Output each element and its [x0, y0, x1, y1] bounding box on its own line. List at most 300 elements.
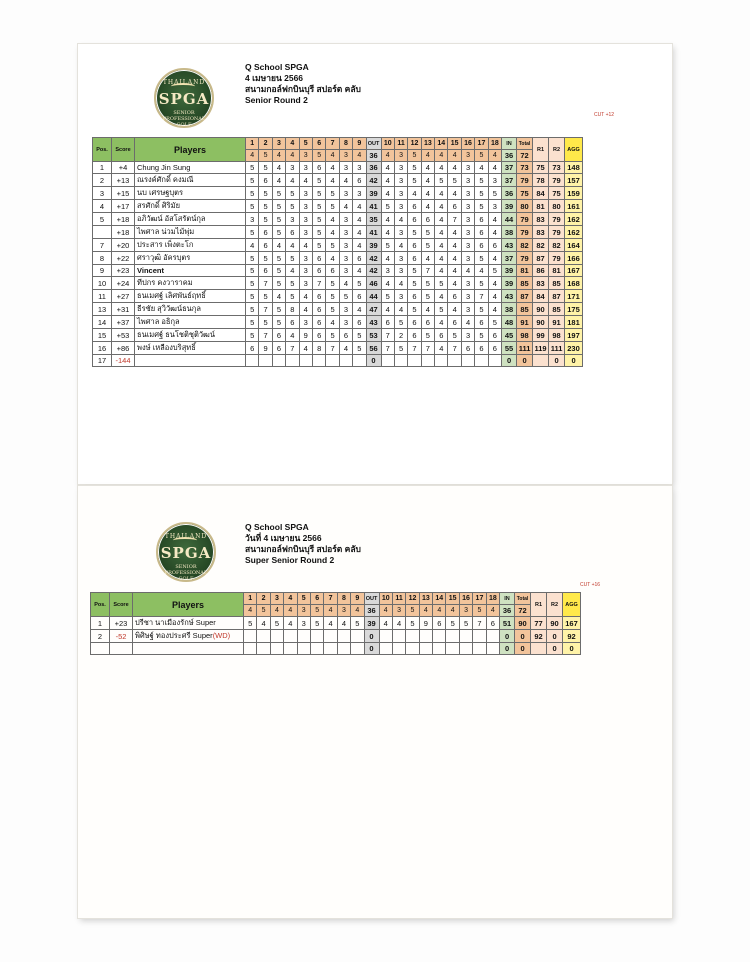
in-score: 38 — [502, 303, 517, 316]
in-score: 51 — [500, 617, 515, 630]
score-cell: -52 — [110, 630, 133, 643]
hole-score: 6 — [272, 342, 285, 355]
withdrawn-badge: (WD) — [212, 631, 231, 640]
hole-score: 4 — [272, 174, 285, 187]
hole-score: 5 — [421, 239, 434, 252]
hole-score: 4 — [421, 252, 434, 265]
course-name: สนามกอล์ฟกบินบุรี สปอร์ต คลับ — [245, 84, 361, 94]
round2-score: 79 — [549, 174, 565, 187]
hole-score: 6 — [286, 226, 299, 239]
hole-number: 16 — [461, 138, 474, 150]
in-score: 36 — [502, 187, 517, 200]
hole-number: 11 — [392, 593, 405, 605]
hole-score: 4 — [488, 213, 501, 226]
round2-score: 73 — [549, 162, 565, 174]
hole-score: 5 — [326, 200, 339, 213]
hole-number: 2 — [257, 593, 270, 605]
total-score: 98 — [517, 329, 533, 342]
hole-score: 5 — [459, 617, 472, 630]
hole-score: 5 — [421, 290, 434, 303]
round2-score: 0 — [547, 643, 563, 655]
round1-score: 78 — [533, 174, 549, 187]
hole-score: 4 — [326, 174, 339, 187]
hole-score: 4 — [353, 226, 366, 239]
hole-score: 4 — [435, 226, 448, 239]
player-name: Chung Jin Sung — [137, 163, 191, 172]
hole-score: 6 — [353, 290, 366, 303]
header-text-block — [245, 62, 361, 106]
round2-score: 91 — [549, 316, 565, 329]
hole-number: 5 — [299, 138, 312, 150]
hole-score: 7 — [448, 342, 461, 355]
hole-score: 4 — [246, 239, 259, 252]
hole-score: 7 — [286, 342, 299, 355]
score-header: Score — [110, 593, 133, 617]
score-cell: +53 — [112, 329, 135, 342]
hole-score: 5 — [286, 187, 299, 200]
round1-score: 83 — [533, 277, 549, 290]
par-value: 4 — [284, 605, 297, 617]
hole-score: 6 — [259, 226, 272, 239]
player-name: ไพศาล อธิกุล — [137, 317, 180, 326]
hole-score: 4 — [381, 303, 394, 316]
hole-score — [486, 630, 499, 643]
hole-score: 5 — [272, 213, 285, 226]
hole-score: 3 — [299, 213, 312, 226]
hole-score: 3 — [394, 200, 407, 213]
hole-number: 1 — [246, 138, 259, 150]
hole-score: 3 — [461, 329, 474, 342]
hole-score: 5 — [448, 174, 461, 187]
hole-number: 8 — [337, 593, 350, 605]
player-name-cell — [135, 200, 246, 213]
position-cell: 14 — [93, 316, 112, 329]
hole-score — [392, 630, 405, 643]
hole-score: 3 — [299, 162, 312, 174]
position-cell: 2 — [93, 174, 112, 187]
hole-score: 5 — [326, 239, 339, 252]
hole-score: 4 — [379, 617, 392, 630]
hole-score: 4 — [475, 265, 488, 277]
hole-score: 3 — [461, 277, 474, 290]
hole-number: 3 — [270, 593, 283, 605]
out-header: OUT — [364, 593, 379, 605]
hole-score — [461, 355, 474, 367]
hole-score: 4 — [435, 265, 448, 277]
super-senior-score-table — [90, 592, 581, 655]
in-score: 43 — [502, 239, 517, 252]
pos-header: Pos. — [91, 593, 110, 617]
hole-score: 4 — [488, 252, 501, 265]
hole-score: 4 — [435, 252, 448, 265]
hole-score: 3 — [246, 213, 259, 226]
out-score: 42 — [366, 174, 381, 187]
hole-score: 3 — [299, 265, 312, 277]
hole-score: 4 — [392, 617, 405, 630]
hole-score — [246, 355, 259, 367]
par-value: 4 — [488, 150, 501, 162]
round1-score: 84 — [533, 187, 549, 200]
hole-score — [284, 643, 297, 655]
hole-score: 7 — [259, 277, 272, 290]
hole-score: 6 — [246, 342, 259, 355]
hole-score — [408, 355, 421, 367]
spga-logo — [156, 522, 216, 582]
player-name: ธีรชัย สุวิวัฒน์ธนกุล — [137, 304, 201, 313]
player-name: ปรีชา นาเมืองรักษ์ Super — [135, 618, 216, 627]
hole-score: 3 — [394, 174, 407, 187]
in-header: IN — [502, 138, 517, 150]
hole-score: 5 — [475, 303, 488, 316]
hole-score: 5 — [259, 316, 272, 329]
hole-score: 5 — [286, 290, 299, 303]
hole-score — [257, 630, 270, 643]
hole-score: 5 — [381, 200, 394, 213]
hole-score: 8 — [286, 303, 299, 316]
cut-line-label: CUT +16 — [580, 582, 601, 588]
hole-number: 7 — [324, 593, 337, 605]
hole-score: 6 — [461, 342, 474, 355]
hole-score: 4 — [381, 213, 394, 226]
course-name: สนามกอล์ฟกบินบุรี สปอร์ต คลับ — [245, 544, 361, 554]
player-name-cell — [133, 630, 244, 643]
hole-number: 10 — [379, 593, 392, 605]
hole-score: 5 — [246, 290, 259, 303]
hole-score: 4 — [324, 617, 337, 630]
round1-score: 83 — [533, 213, 549, 226]
par-value: 4 — [446, 605, 459, 617]
player-name-cell — [135, 355, 246, 367]
hole-score — [270, 630, 283, 643]
par-out: 36 — [366, 150, 381, 162]
hole-score: 7 — [408, 342, 421, 355]
hole-score: 6 — [353, 174, 366, 187]
player-name: พิศิษฐ์ ทองประศรี Super — [135, 631, 213, 640]
r2-header: R2 — [549, 138, 565, 162]
par-value: 5 — [406, 605, 419, 617]
par-value: 4 — [381, 150, 394, 162]
total-header: Total — [517, 138, 533, 150]
hole-score: 6 — [475, 342, 488, 355]
position-cell: 16 — [93, 342, 112, 355]
round1-score: 82 — [533, 239, 549, 252]
hole-score: 6 — [408, 252, 421, 265]
event-date: วันที่ 4 เมษายน 2566 — [245, 533, 322, 543]
player-row — [93, 239, 583, 252]
hole-score — [351, 630, 364, 643]
player-name: ทีปกร คงวาราคม — [137, 278, 193, 287]
par-value: 3 — [392, 605, 405, 617]
hole-score: 4 — [299, 174, 312, 187]
position-cell: 3 — [93, 187, 112, 200]
player-row — [93, 174, 583, 187]
aggregate-score: 162 — [565, 226, 583, 239]
hole-score: 5 — [408, 174, 421, 187]
hole-score — [448, 355, 461, 367]
hole-score: 4 — [339, 342, 352, 355]
hole-score: 6 — [408, 213, 421, 226]
spga-logo — [154, 68, 214, 128]
player-row — [93, 200, 583, 213]
aggregate-score: 162 — [565, 213, 583, 226]
r1-header: R1 — [531, 593, 547, 617]
hole-score: 4 — [475, 162, 488, 174]
hole-number: 8 — [339, 138, 352, 150]
hole-score: 5 — [270, 617, 283, 630]
hole-score: 4 — [448, 252, 461, 265]
out-score: 36 — [366, 162, 381, 174]
hole-score: 4 — [272, 162, 285, 174]
hole-number: 11 — [394, 138, 407, 150]
hole-score: 4 — [421, 303, 434, 316]
out-score: 46 — [366, 277, 381, 290]
aggregate-score: 164 — [565, 239, 583, 252]
hole-score: 3 — [381, 265, 394, 277]
in-score: 37 — [502, 162, 517, 174]
hole-number: 16 — [459, 593, 472, 605]
hole-score: 3 — [461, 226, 474, 239]
hole-score: 4 — [488, 226, 501, 239]
hole-number-row — [91, 593, 581, 605]
hole-score: 3 — [461, 303, 474, 316]
hole-score: 6 — [408, 239, 421, 252]
hole-score — [486, 643, 499, 655]
par-value: 4 — [419, 605, 432, 617]
hole-number: 7 — [326, 138, 339, 150]
score-cell: +18 — [112, 213, 135, 226]
score-cell: +23 — [110, 617, 133, 630]
par-value: 5 — [408, 150, 421, 162]
par-value: 4 — [246, 150, 259, 162]
hole-score: 4 — [381, 252, 394, 265]
round1-score: 87 — [533, 252, 549, 265]
score-cell: +31 — [112, 303, 135, 316]
hole-score: 4 — [408, 187, 421, 200]
score-cell: +13 — [112, 174, 135, 187]
aggregate-score: 197 — [565, 329, 583, 342]
hole-score: 5 — [310, 617, 323, 630]
hole-score: 4 — [448, 162, 461, 174]
logo-swoosh-icon — [171, 83, 195, 90]
hole-score: 5 — [286, 252, 299, 265]
player-row — [91, 617, 581, 630]
round1-score: 90 — [533, 316, 549, 329]
hole-score: 4 — [339, 200, 352, 213]
hole-score: 4 — [394, 213, 407, 226]
player-row — [93, 252, 583, 265]
hole-score: 6 — [353, 316, 366, 329]
player-name: สรศักดิ์ ศิริมัย — [137, 201, 180, 210]
logo-top-text: THAILAND — [162, 79, 206, 86]
par-value: 5 — [257, 605, 270, 617]
hole-score: 4 — [286, 265, 299, 277]
total-score: 0 — [515, 630, 531, 643]
position-cell: 1 — [91, 617, 110, 630]
player-row — [93, 277, 583, 290]
in-score: 39 — [502, 200, 517, 213]
total-score: 0 — [517, 355, 533, 367]
round2-score: 79 — [549, 226, 565, 239]
par-value: 5 — [312, 150, 325, 162]
score-cell: +4 — [112, 162, 135, 174]
logo-top-text: THAILAND — [164, 533, 208, 540]
hole-score: 5 — [272, 252, 285, 265]
total-score: 80 — [517, 200, 533, 213]
agg-header: AGG — [563, 593, 581, 617]
hole-score — [421, 355, 434, 367]
par-value: 4 — [435, 150, 448, 162]
hole-score: 5 — [246, 187, 259, 200]
out-score: 44 — [366, 290, 381, 303]
par-out: 36 — [364, 605, 379, 617]
hole-score: 4 — [488, 162, 501, 174]
total-score: 111 — [517, 342, 533, 355]
hole-score: 5 — [435, 174, 448, 187]
hole-score — [459, 643, 472, 655]
hole-score: 3 — [299, 316, 312, 329]
player-row — [93, 213, 583, 226]
total-score: 85 — [517, 303, 533, 316]
player-row — [91, 643, 581, 655]
hole-score: 5 — [326, 329, 339, 342]
round1-score: 75 — [533, 162, 549, 174]
hole-score — [406, 643, 419, 655]
par-value: 4 — [421, 150, 434, 162]
hole-number: 14 — [433, 593, 446, 605]
total-score: 73 — [517, 162, 533, 174]
logo-main-text: SPGA — [160, 544, 212, 562]
hole-score: 5 — [326, 187, 339, 200]
hole-score: 4 — [272, 290, 285, 303]
hole-score: 3 — [339, 187, 352, 200]
aggregate-score: 168 — [565, 277, 583, 290]
hole-score: 5 — [435, 277, 448, 290]
out-score: 0 — [366, 355, 381, 367]
par-value: 4 — [351, 605, 364, 617]
in-score: 0 — [502, 355, 517, 367]
hole-score: 6 — [312, 265, 325, 277]
hole-score — [475, 355, 488, 367]
hole-score: 5 — [408, 265, 421, 277]
out-score: 39 — [366, 239, 381, 252]
hole-score: 5 — [246, 162, 259, 174]
hole-score: 3 — [299, 200, 312, 213]
position-cell: 8 — [93, 252, 112, 265]
hole-score: 6 — [448, 200, 461, 213]
hole-score: 4 — [381, 174, 394, 187]
hole-score: 6 — [312, 162, 325, 174]
hole-score: 4 — [339, 277, 352, 290]
hole-score: 4 — [421, 200, 434, 213]
player-row — [91, 630, 581, 643]
position-cell: 9 — [93, 265, 112, 277]
hole-score: 4 — [381, 187, 394, 200]
player-row — [93, 355, 583, 367]
player-name-cell — [133, 617, 244, 630]
aggregate-score: 157 — [565, 174, 583, 187]
position-cell: 4 — [93, 200, 112, 213]
hole-number: 18 — [486, 593, 499, 605]
hole-score: 4 — [448, 239, 461, 252]
position-cell: 11 — [93, 290, 112, 303]
hole-score: 5 — [312, 200, 325, 213]
round2-score: 0 — [547, 630, 563, 643]
hole-score: 3 — [339, 252, 352, 265]
hole-score: 4 — [381, 162, 394, 174]
par-value: 4 — [326, 150, 339, 162]
hole-number: 6 — [310, 593, 323, 605]
total-score: 82 — [517, 239, 533, 252]
hole-score: 4 — [299, 342, 312, 355]
hole-score: 4 — [286, 329, 299, 342]
round1-score: 90 — [533, 303, 549, 316]
score-cell: +24 — [112, 277, 135, 290]
hole-score: 5 — [272, 277, 285, 290]
par-value: 4 — [353, 150, 366, 162]
hole-score: 4 — [461, 265, 474, 277]
hole-score: 3 — [394, 252, 407, 265]
hole-score: 5 — [421, 329, 434, 342]
hole-score: 3 — [394, 162, 407, 174]
hole-score — [488, 355, 501, 367]
hole-score: 5 — [406, 617, 419, 630]
par-value: 3 — [394, 150, 407, 162]
hole-number: 15 — [446, 593, 459, 605]
hole-score — [379, 630, 392, 643]
hole-score — [446, 643, 459, 655]
player-row — [93, 162, 583, 174]
hole-score: 2 — [394, 329, 407, 342]
hole-score: 5 — [475, 200, 488, 213]
hole-score: 5 — [421, 277, 434, 290]
hole-score — [433, 630, 446, 643]
position-cell: 15 — [93, 329, 112, 342]
event-date: 4 เมษายน 2566 — [245, 73, 304, 83]
hole-score: 4 — [339, 174, 352, 187]
par-in: 36 — [502, 150, 517, 162]
out-header: OUT — [366, 138, 381, 150]
in-header: IN — [500, 593, 515, 605]
par-value: 4 — [270, 605, 283, 617]
score-cell: +17 — [112, 200, 135, 213]
hole-score: 3 — [461, 290, 474, 303]
par-value: 3 — [461, 150, 474, 162]
hole-score: 5 — [246, 329, 259, 342]
aggregate-score: 0 — [565, 355, 583, 367]
hole-score: 4 — [394, 239, 407, 252]
player-name-cell — [135, 342, 246, 355]
hole-score: 5 — [246, 226, 259, 239]
hole-score: 4 — [421, 187, 434, 200]
players-header: Players — [133, 593, 244, 617]
round2-score: 79 — [549, 213, 565, 226]
total-score: 0 — [515, 643, 531, 655]
hole-score — [337, 643, 350, 655]
hole-score: 5 — [246, 174, 259, 187]
hole-score: 3 — [339, 316, 352, 329]
senior-score-table — [92, 137, 583, 367]
hole-score: 9 — [299, 329, 312, 342]
hole-score: 6 — [312, 290, 325, 303]
out-score: 53 — [366, 329, 381, 342]
hole-score: 5 — [448, 329, 461, 342]
hole-number: 9 — [351, 593, 364, 605]
aggregate-score: 167 — [563, 617, 581, 630]
total-score: 90 — [515, 617, 531, 630]
par-value: 3 — [459, 605, 472, 617]
out-score: 0 — [364, 630, 379, 643]
score-cell: +37 — [112, 316, 135, 329]
